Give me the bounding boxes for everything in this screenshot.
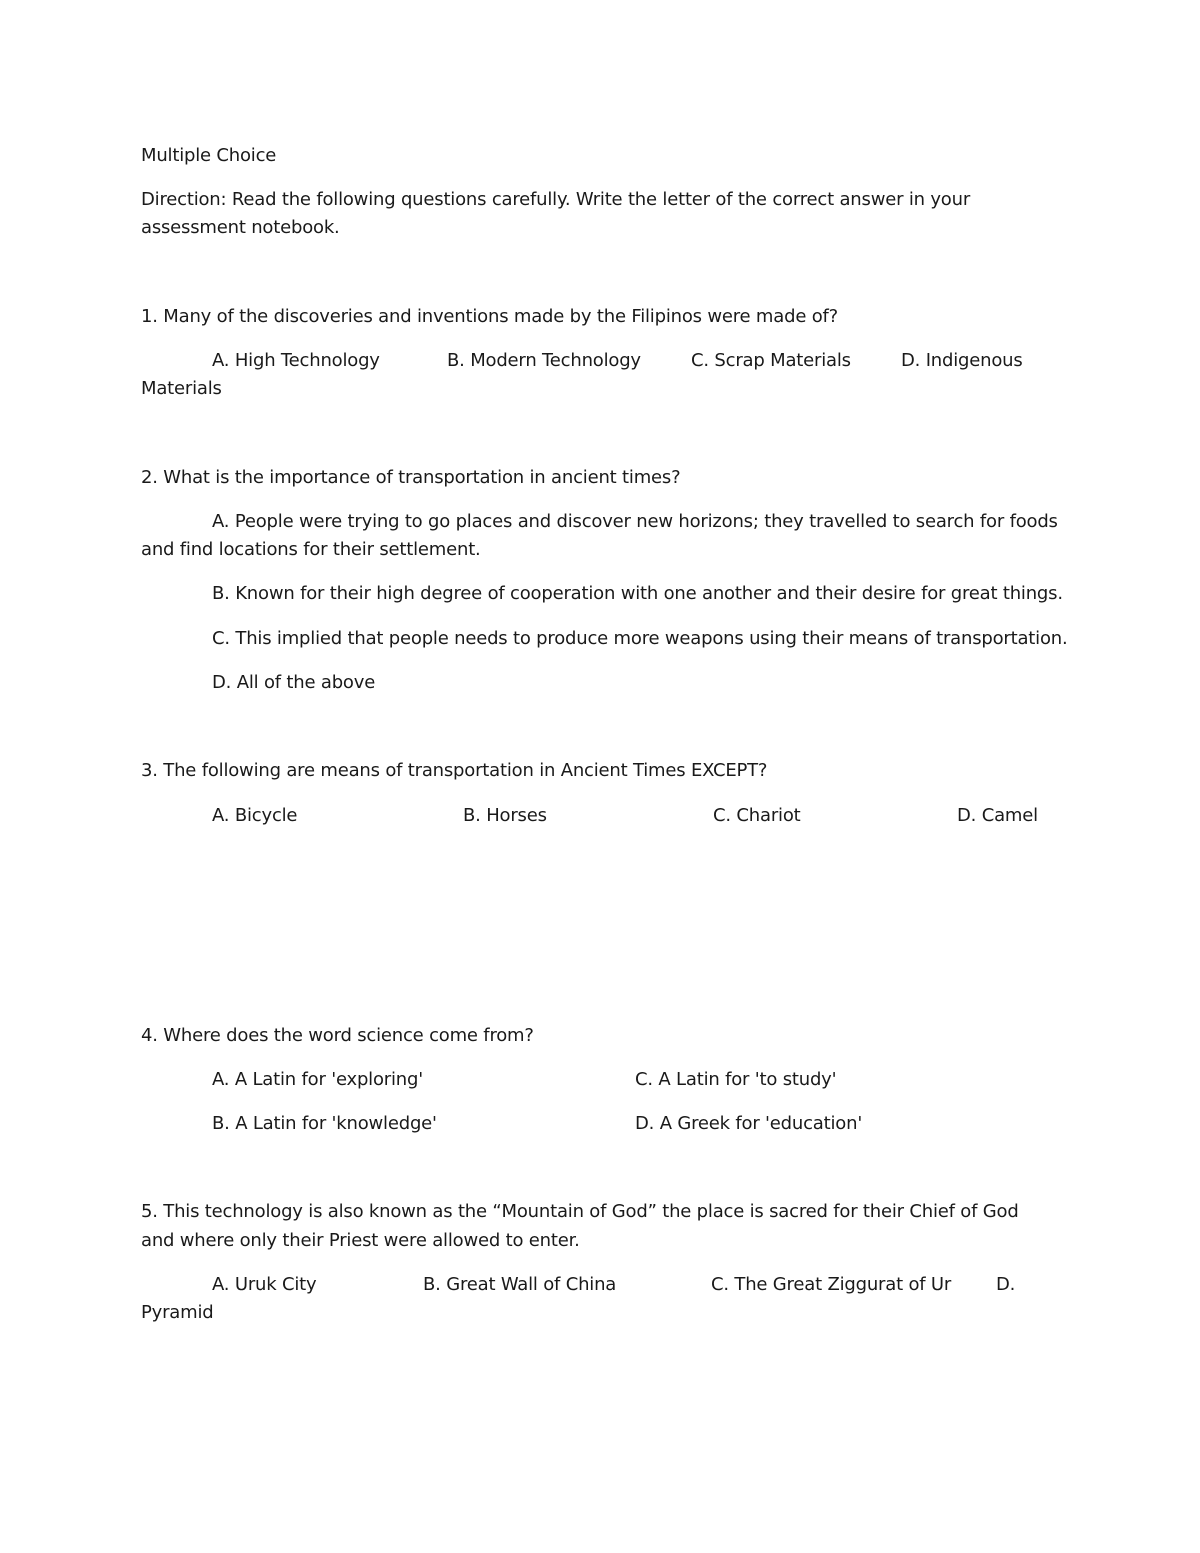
direction-line-1: Direction: Read the following questions carefully. Write the letter of the correct answer in your bbox=[141, 189, 971, 210]
direction-line-2: assessment notebook. bbox=[141, 217, 340, 238]
question-5-text-line-1: 5. This technology is also known as the “Mountain of God” the place is sacred for their Chief of God bbox=[141, 1201, 1019, 1222]
question-4-text: 4. Where does the word science come from? bbox=[141, 1025, 534, 1046]
question-4-choice-a: A. A Latin for 'exploring' bbox=[212, 1069, 423, 1090]
question-3-text: 3. The following are means of transportation in Ancient Times EXCEPT? bbox=[141, 760, 768, 781]
question-4-choice-d: D. A Greek for 'education' bbox=[635, 1113, 863, 1134]
question-2-choice-a-line-2: and find locations for their settlement. bbox=[141, 539, 481, 560]
question-1-choice-d-continued: Materials bbox=[141, 378, 222, 399]
question-3-choice-a: A. Bicycle bbox=[212, 805, 298, 826]
question-1-choice-b: B. Modern Technology bbox=[447, 350, 641, 371]
question-1-choice-d: D. Indigenous bbox=[901, 350, 1023, 371]
question-5-choice-a: A. Uruk City bbox=[212, 1274, 317, 1295]
question-1-choice-a: A. High Technology bbox=[212, 350, 380, 371]
question-3-choice-d: D. Camel bbox=[957, 805, 1038, 826]
question-2-choice-b: B. Known for their high degree of cooperation with one another and their desire for great things. bbox=[212, 583, 1063, 604]
question-5-choice-c: C. The Great Ziggurat of Ur bbox=[711, 1274, 952, 1295]
question-2-text: 2. What is the importance of transportation in ancient times? bbox=[141, 467, 681, 488]
question-2-choice-d: D. All of the above bbox=[212, 672, 376, 693]
question-2-choice-c: C. This implied that people needs to produce more weapons using their means of transportation. bbox=[212, 628, 1068, 649]
section-heading: Multiple Choice bbox=[141, 145, 277, 166]
question-2-choice-a-line-1: A. People were trying to go places and discover new horizons; they travelled to search for foods bbox=[212, 511, 1058, 532]
question-5-choice-d: D. bbox=[996, 1274, 1016, 1295]
question-3-choice-b: B. Horses bbox=[463, 805, 547, 826]
question-5-choice-b: B. Great Wall of China bbox=[423, 1274, 617, 1295]
question-5-text-line-2: and where only their Priest were allowed to enter. bbox=[141, 1230, 580, 1251]
question-1-text: 1. Many of the discoveries and inventions made by the Filipinos were made of? bbox=[141, 306, 839, 327]
question-1-choice-c: C. Scrap Materials bbox=[691, 350, 851, 371]
question-3-choice-c: C. Chariot bbox=[713, 805, 801, 826]
question-5-choice-d-continued: Pyramid bbox=[141, 1302, 214, 1323]
question-4-choice-b: B. A Latin for 'knowledge' bbox=[212, 1113, 437, 1134]
question-4-choice-c: C. A Latin for 'to study' bbox=[635, 1069, 837, 1090]
